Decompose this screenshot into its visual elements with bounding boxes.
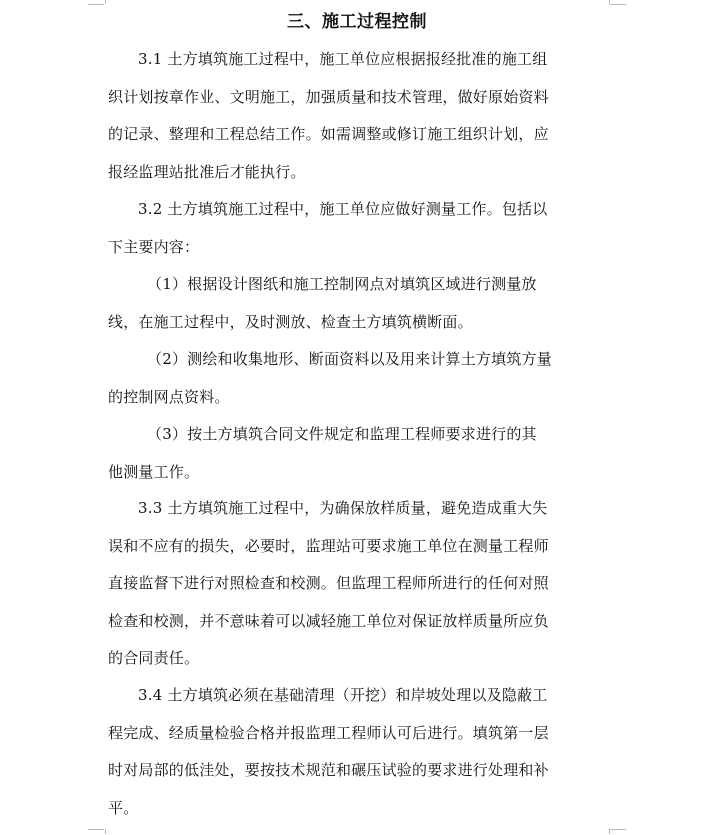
page-corner-mark: [609, 0, 611, 4]
paragraph-line: 的记录、整理和工程总结工作。如需调整或修订施工组织计划，应: [108, 125, 549, 144]
list-item-2: [108, 341, 596, 416]
paragraph-line: 的控制网点资料。: [108, 387, 230, 406]
list-item-3: [108, 416, 596, 491]
list-item-1: [108, 266, 596, 341]
paragraph-line: 的合同责任。: [108, 649, 200, 668]
page-corner-mark: [88, 0, 104, 5]
paragraph-line: 织计划按章作业、文明施工，加强质量和技术管理，做好原始资料: [108, 87, 549, 106]
page-corner-mark: [88, 829, 104, 835]
paragraph-line: 平。: [108, 798, 139, 817]
paragraph-line: 报经监理站批准后才能执行。: [108, 162, 306, 181]
paragraph-3-4: [108, 677, 596, 827]
paragraph-3-2: [108, 191, 596, 266]
paragraph-line: 直接监督下进行对照检查和校测。但监理工程师所进行的任何对照: [108, 574, 549, 593]
paragraph-line: 3.4 土方填筑必须在基础清理（开挖）和岸坡处理以及隐蔽工: [138, 686, 548, 704]
paragraph-3-3: [108, 490, 596, 678]
page-corner-mark: [104, 829, 106, 834]
paragraph-line: 时对局部的低洼处，要按技术规范和碾压试验的要求进行处理和补: [108, 761, 549, 780]
paragraph-line: 3.1 土方填筑施工过程中，施工单位应根据报经批准的施工组: [138, 50, 548, 68]
page-corner-mark: [610, 829, 626, 835]
paragraph-line: 3.2 土方填筑施工过程中，施工单位应做好测量工作。包括以: [138, 200, 548, 218]
paragraph-line: 下主要内容：: [108, 237, 200, 256]
page-corner-mark: [609, 829, 611, 834]
section-title: 三、施工过程控制: [287, 12, 427, 32]
paragraph-3-1: [108, 41, 596, 191]
paragraph-line: （1）根据设计图纸和施工控制网点对填筑区域进行测量放: [147, 275, 537, 293]
paragraph-line: 程完成、经质量检验合格并报监理工程师认可后进行。填筑第一层: [108, 723, 549, 742]
paragraph-line: （2）测绘和收集地形、断面资料以及用来计算土方填筑方量: [147, 350, 552, 368]
paragraph-line: （3）按土方填筑合同文件规定和监理工程师要求进行的其: [147, 425, 537, 443]
paragraph-line: 3.3 土方填筑施工过程中，为确保放样质量，避免造成重大失: [138, 499, 548, 517]
page-corner-mark: [610, 0, 626, 5]
paragraph-line: 他测量工作。: [108, 462, 200, 481]
paragraph-line: 线，在施工过程中，及时测放、检查土方填筑横断面。: [108, 312, 473, 331]
paragraph-line: 检查和校测，并不意味着可以减轻施工单位对保证放样质量所应负: [108, 611, 549, 630]
paragraph-line: 误和不应有的损失，必要时，监理站可要求施工单位在测量工程师: [108, 536, 549, 555]
page-corner-mark: [104, 0, 106, 4]
